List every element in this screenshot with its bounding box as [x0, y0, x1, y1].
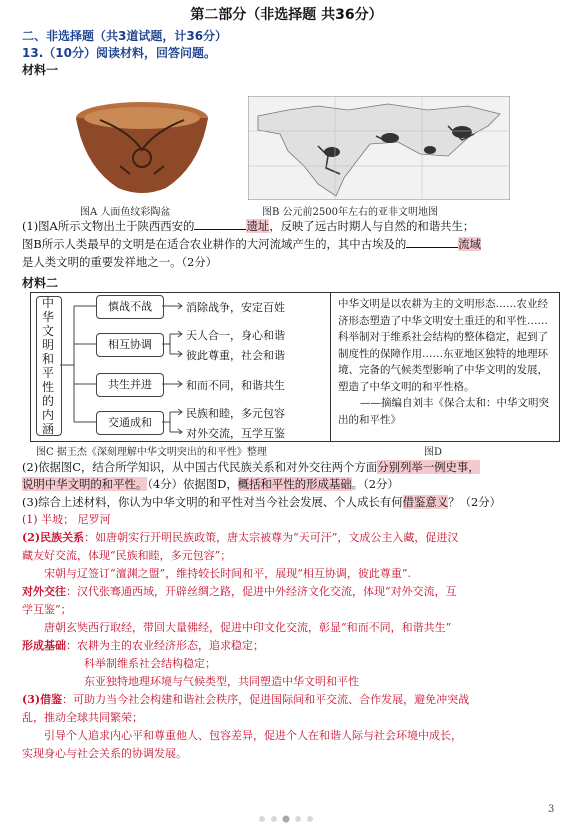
answer-3-line-1: (3)借鉴：可助力当今社会构建和谐社会秩序，促进国际间和平交流、合作发展，避免冲突战 — [22, 693, 470, 706]
desc-exchange-2: 对外交流，互学互鉴 — [186, 427, 285, 440]
answer-blank — [194, 229, 246, 230]
desc-cautious-war: 消除战争，安定百姓 — [186, 301, 285, 314]
answer-3-line-2: 乱，推动全球共同繁荣； — [22, 711, 143, 724]
material-one-label: 材料一 — [22, 63, 59, 77]
answer-2-line-2: 藏友好交流，体现“民族和睦，多元包容”； — [22, 549, 232, 562]
desc-exchange-1: 民族和睦，多元包容 — [186, 407, 285, 420]
box-cautious-war: 慎战不战 — [96, 295, 164, 319]
frame-divider — [330, 292, 331, 442]
box-mutual-coordination: 相互协调 — [96, 333, 164, 357]
box-coexistence: 共生并进 — [96, 373, 164, 397]
material-two-quote: 中华文明是以农耕为主的文明形态……农业经济形态塑造了中华文明安土重迁的和平性……科举制对于维系社会结构的整体稳定，起到了制度性的保障作用……东亚地区独特的地理环境、完备的气候类型影响了中华文明的发展，塑造了中华文明的和平性格。 ——摘编自刘丰《保合太和：中华文明突出的和平性》 — [338, 298, 549, 426]
answer-2-line-4: 对外交往：汉代张骞通西域，开辟丝绸之路，促进中外经济文化交流，体现“对外交流，互 — [22, 585, 457, 598]
pottery-basin-image — [70, 96, 215, 200]
answer-3-line-4: 实现身心与社会关系的协调发展。 — [22, 747, 187, 760]
answer-2-line-5: 学互鉴”； — [22, 603, 72, 616]
question-1-line-1: (1)图A所示文物出土于陕西西安的 遗址，反映了远古时期人与自然的和谐共生； — [22, 219, 475, 233]
box-exchange-harmony: 交通成和 — [96, 411, 164, 435]
question-2-line-2: 说明中华文明的和平性。（4分）依据图D，概括和平性的形成基础。（2分） — [22, 477, 399, 491]
page-number: 3 — [548, 804, 555, 815]
civilization-map-image — [248, 96, 510, 200]
question-1-line-3: 是人类文明的重要发祥地之一。（2分） — [22, 255, 218, 269]
material-two-label: 材料二 — [22, 276, 59, 290]
answer-2-line-1: (2)民族关系：如唐朝实行开明民族政策，唐太宗被尊为“天可汗”，文成公主入藏，促进汉 — [22, 531, 459, 544]
answer-blank — [406, 247, 458, 248]
answer-2-line-6: 唐朝玄奘西行取经，带回大量佛经，促进中印文化交流，彰显“和而不同，和谐共生” — [44, 621, 452, 634]
figure-b-caption: 图B 公元前2500年左右的亚非文明地图 — [262, 207, 438, 218]
figure-d-caption: 图D — [424, 447, 443, 458]
section-heading: 二、非选择题（共3道试题，计36分） — [22, 29, 228, 43]
question-heading: 13.（10分）阅读材料，回答问题。 — [22, 46, 216, 60]
answer-2-line-3: 宋朝与辽签订“澶渊之盟”，维持较长时间和平，展现“相互协调，彼此尊重”. — [44, 567, 411, 580]
desc-coexistence: 和而不同，和谐共生 — [186, 379, 285, 392]
arrows-connector — [162, 296, 184, 434]
highlighted-term: 流域 — [458, 237, 482, 251]
vertical-title: 中华文明和平性的内涵 — [41, 296, 54, 436]
answer-2-line-8: 科举制维系社会结构稳定； — [84, 657, 216, 670]
question-1-line-2: 图B所示人类最早的文明是在适合农业耕作的大河流域产生的，其中古埃及的 流域 — [22, 237, 482, 251]
answer-2-line-9: 东亚独特地理环境与气候类型，共同塑造中华文明和平性 — [84, 675, 359, 688]
question-3: (3)综合上述材料，你认为中华文明的和平性对当今社会发展、个人成长有何借鉴意义？（2分） — [22, 495, 502, 509]
question-2-line-1: (2)依据图C，结合所学知识，从中国古代民族关系和对外交往两个方面分别列举一例史事， — [22, 460, 480, 474]
bracket-connector — [60, 296, 96, 434]
page-indicator-dots[interactable] — [256, 814, 318, 824]
figure-a-caption: 图A 人面鱼纹彩陶盆 — [80, 207, 171, 218]
highlighted-term: 遗址 — [246, 219, 270, 233]
desc-harmony-2: 彼此尊重，社会和谐 — [186, 349, 285, 362]
page-title: 第二部分（非选择题 共36分） — [190, 7, 383, 23]
figure-c-caption: 图C 据王杰《深刻理解中华文明突出的和平性》整理 — [36, 447, 267, 458]
answer-1: (1) 半坡； 尼罗河 — [22, 513, 111, 526]
answer-3-line-3: 引导个人追求内心平和尊重他人、包容差异，促进个人在和谐人际与社会环境中成长， — [44, 729, 462, 742]
answer-2-line-7: 形成基础：农耕为主的农业经济形态，追求稳定； — [22, 639, 264, 652]
desc-harmony-1: 天人合一，身心和谐 — [186, 329, 285, 342]
